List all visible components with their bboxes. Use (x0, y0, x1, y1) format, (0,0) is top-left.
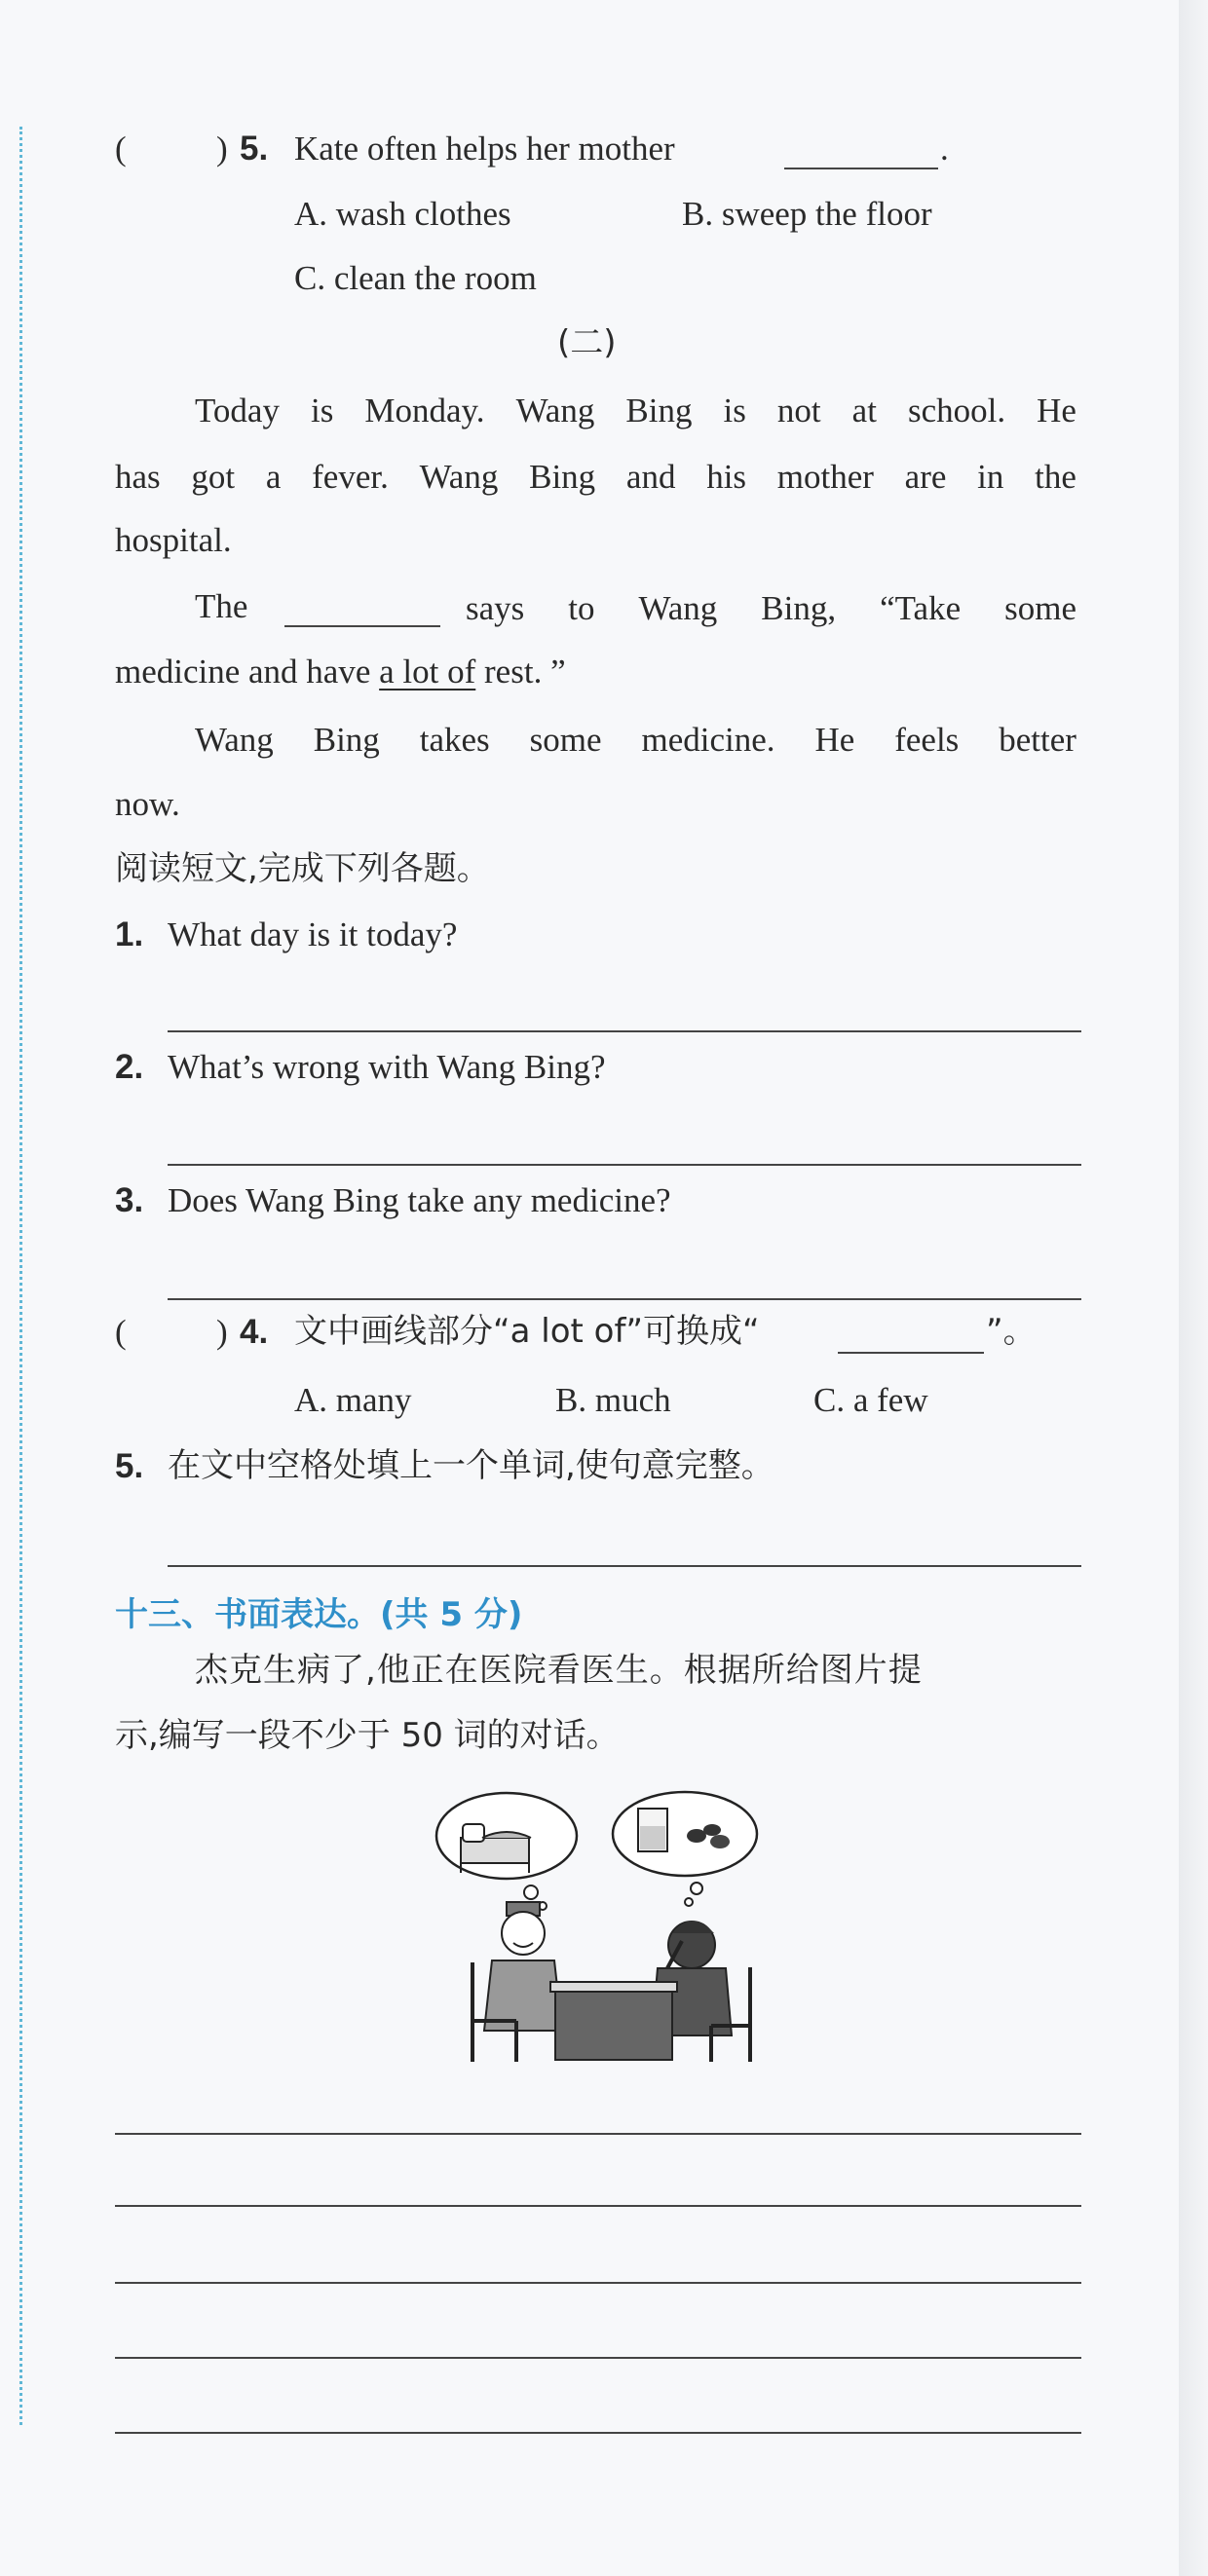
question-1-answer-line[interactable] (168, 1030, 1081, 1032)
question-4-answer-blank[interactable] (838, 1352, 984, 1354)
q5-answer-blank[interactable] (784, 168, 938, 169)
passage-word: feels (894, 721, 960, 759)
passage-word: in (977, 458, 1004, 496)
question-3-answer-line[interactable] (168, 1298, 1081, 1300)
question-4-paren-open: ( (115, 1313, 127, 1351)
passage-word: Bing, (761, 589, 837, 627)
q5-option-c: C. clean the room (294, 259, 537, 297)
q5-option-a: A. wash clothes (294, 195, 511, 233)
page-edge-shadow (1179, 0, 1208, 2576)
question-4-option-b: B. much (555, 1381, 671, 1419)
section-13-prompt-line-1: 杰克生病了,他正在医院看医生。根据所给图片提 (195, 1651, 923, 1690)
passage-word: and (625, 458, 676, 496)
passage-word: Wang (515, 392, 595, 429)
passage-word: fever. (312, 458, 389, 496)
passage-word: are (904, 458, 947, 496)
passage-word: mother (776, 458, 874, 496)
passage-word: takes (419, 721, 490, 759)
question-5-number: 5. (115, 1447, 144, 1485)
writing-line[interactable] (115, 2133, 1081, 2135)
passage-word: got (191, 458, 236, 496)
passage-line (466, 589, 1076, 628)
writing-line[interactable] (115, 2205, 1081, 2207)
passage-word: Bing (529, 458, 596, 496)
passage-word: Wang (195, 721, 274, 759)
question-4-option-c: C. a few (813, 1381, 928, 1419)
question-2-answer-line[interactable] (168, 1164, 1081, 1166)
passage-line (195, 721, 1076, 760)
passage-line: hospital. (115, 521, 232, 559)
section-13-title: 十三、书面表达。(共 5 分) (115, 1595, 523, 1634)
passage-word: some (529, 721, 602, 759)
q5-end: . (940, 130, 949, 168)
question-3-text: Does Wang Bing take any medicine? (168, 1181, 671, 1219)
underlined-phrase: a lot of (379, 653, 476, 691)
passage-word: says (466, 589, 525, 627)
passage-word: at (851, 392, 877, 429)
passage-word: Bing (313, 721, 380, 759)
passage-word-the: The (195, 587, 248, 625)
question-4-text: 文中画线部分“a lot of”可换成“ (294, 1312, 760, 1351)
question-5-text: 在文中空格处填上一个单词,使句意完整。 (168, 1446, 774, 1485)
passage-word: He (1037, 392, 1076, 429)
question-3-number: 3. (115, 1181, 144, 1219)
q5-number: 5. (240, 130, 269, 168)
passage-word: Wang (419, 458, 499, 496)
part2-heading: (二) (557, 323, 617, 362)
question-4-option-a: A. many (294, 1381, 412, 1419)
passage-word: to (568, 589, 595, 627)
binding-margin-line (19, 127, 22, 2425)
q5-stem: Kate often helps her mother (294, 130, 675, 168)
passage-word: has (115, 458, 161, 496)
q5-paren-open: ( (115, 130, 127, 168)
question-1-text: What day is it today? (168, 915, 458, 953)
passage-word: is (311, 392, 334, 429)
question-4-paren-close: ) (216, 1313, 228, 1351)
question-1-number: 1. (115, 915, 144, 953)
writing-line[interactable] (115, 2432, 1081, 2434)
section-13-prompt-line-2: 示,编写一段不少于 50 词的对话。 (115, 1716, 620, 1755)
passage-line (195, 392, 1076, 430)
passage-word: Bing (625, 392, 693, 429)
doctor-patient-illustration (434, 1787, 779, 2065)
question-2-text: What’s wrong with Wang Bing? (168, 1048, 606, 1086)
q5-paren-close: ) (216, 130, 228, 168)
writing-line[interactable] (115, 2282, 1081, 2284)
passage-line: medicine and have a lot of rest. ” (115, 653, 566, 691)
passage-word: his (706, 458, 747, 496)
passage-word: is (723, 392, 746, 429)
passage-word: Monday. (364, 392, 485, 429)
passage-word: the (1035, 458, 1076, 496)
passage-fill-blank[interactable] (284, 625, 440, 627)
writing-line[interactable] (115, 2357, 1081, 2359)
question-5-answer-line[interactable] (168, 1565, 1081, 1567)
question-2-number: 2. (115, 1048, 144, 1086)
passage-word: Today (195, 392, 280, 429)
q5-option-b: B. sweep the floor (682, 195, 932, 233)
passage-line: now. (115, 785, 180, 823)
passage-word: a (265, 458, 282, 496)
question-4-text-end: ”。 (986, 1312, 1037, 1351)
passage-word: He (814, 721, 855, 759)
passage-word: medicine. (641, 721, 775, 759)
passage-word: some (1004, 589, 1076, 627)
passage-word: not (776, 392, 821, 429)
passage-line (115, 458, 1076, 497)
passage-word: school. (907, 392, 1006, 429)
question-4-number: 4. (240, 1313, 269, 1351)
passage-word: better (999, 721, 1076, 759)
passage-word: “Take (880, 589, 962, 627)
reading-instruction: 阅读短文,完成下列各题。 (115, 849, 490, 888)
passage-word: Wang (638, 589, 718, 627)
